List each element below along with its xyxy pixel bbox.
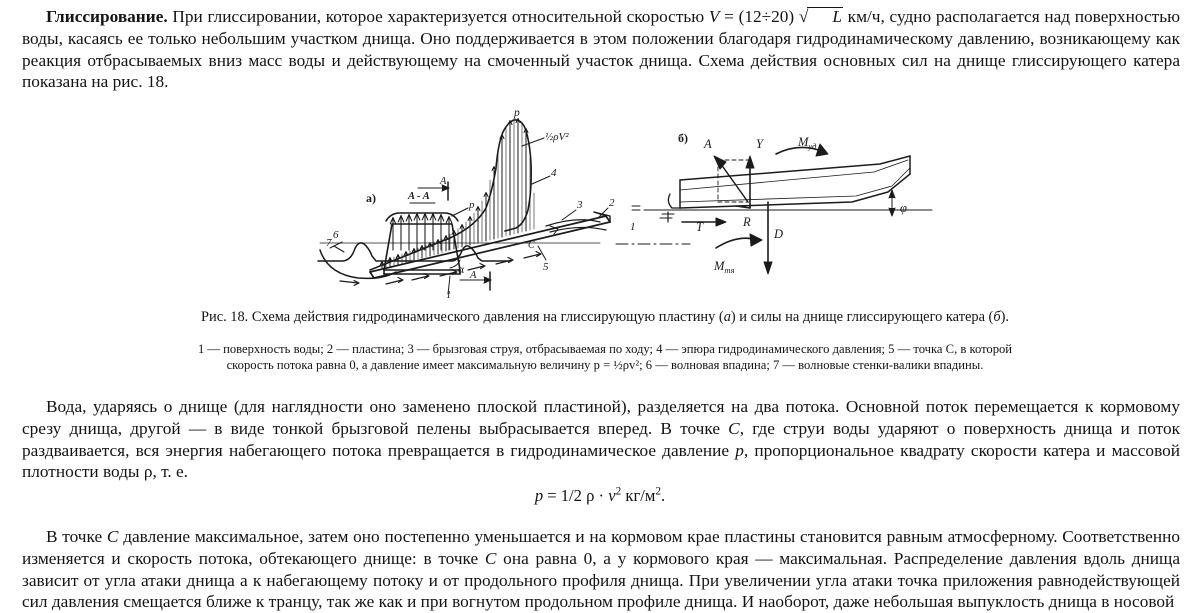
label-force-r: R [743, 215, 751, 229]
label-force-t: T [696, 220, 703, 234]
intro-text-a: При глиссировании, которое характеризуется относительной скоростью [167, 7, 709, 26]
label-p-peak: p [514, 107, 520, 119]
point-c-ref-3: C [484, 548, 497, 568]
formula-equals: = 1/2 ρ · [543, 486, 609, 505]
water-text-c: , пропорциональное квадрату скорости катера и массовой плотности воды ρ, т. е. [22, 440, 1181, 482]
figure-caption [120, 308, 1090, 326]
figure-caption-mid: ) и силы на днище глиссирующего катера ( [730, 309, 994, 325]
figure-18 [300, 98, 940, 298]
figure-legend-line-1: 1 — поверхность воды; 2 — пластина; 3 — брызговая струя, отбрасываемая по ходу; 4 — эпюра гидродинамического давления; 5 — точка C, в которой [197, 342, 1013, 356]
water-text-b: , где струи воды ударяют о поверхность днища и поток раздваивается, вся энергия набегающего потока превращается в гидродинамическое давление [22, 418, 1180, 460]
point-c-ref-1: C [728, 418, 740, 438]
label-alpha: α [458, 264, 465, 276]
label-3: 3 [577, 199, 583, 211]
figure-caption-end: ). [1000, 309, 1009, 325]
formula-units: кг/м [621, 486, 656, 505]
intro-formula-eq: = (12÷20) [719, 7, 799, 26]
label-5: 5 [543, 261, 549, 273]
label-force-y: Y [756, 137, 763, 151]
formula-pressure [0, 486, 1200, 506]
formula-var-v: v [608, 486, 616, 505]
figure-caption-text: Схема действия гидродинамического давления на глиссирующую пластину ( [248, 309, 724, 325]
label-panel-a: а) [366, 191, 376, 205]
label-6: 6 [333, 229, 339, 241]
var-v: V [708, 7, 720, 26]
label-4: 4 [551, 167, 557, 179]
term-glissirovanie: Глиссирование. [46, 7, 168, 26]
figure-caption-ref-a: а [723, 309, 731, 325]
label-1-bottom: 1 [446, 290, 452, 298]
figure-legend [130, 342, 1080, 373]
intro-text-b: км/ч, судно располагается над поверхностью воды, касаясь ее только небольшим участком днища. Оно поддерживается в этом положении благодаря гидродинамическому давлению, возникающему как реакция отбрасываемых вниз масс воды и действующему на смоченный участок днища. Схема действия основных сил на днище глиссирующего катера показана на рис. 18. [22, 7, 1180, 92]
label-moment-tya: $M_{тя}$ [714, 259, 735, 275]
final-text-b: давление максимальное, затем оно постепенно уменьшается и на кормовом крае пластины становится равным атмосферному. Соответственно изменяется и скорость потока, обтекающего днище: в точке [22, 527, 1180, 568]
label-section-a-bottom: A [470, 270, 477, 281]
var-p-ref: p [735, 440, 744, 460]
label-moment-ud: $M_{уд}$ [798, 135, 817, 151]
radical-icon: √ [798, 7, 809, 26]
paragraph-pressure-distribution [22, 526, 1180, 613]
label-angle-phi: φ [900, 201, 907, 215]
figure-number: Рис. 18. [201, 309, 249, 325]
formula-v-exponent: 2 [615, 485, 622, 498]
label-force-d: D [774, 227, 784, 241]
paragraph-water-impact [22, 396, 1180, 483]
final-text-a: В точке [46, 527, 107, 546]
formula-units-exponent: 2 [655, 485, 662, 498]
formula-period: . [661, 486, 666, 505]
paragraph-intro [22, 6, 1180, 93]
label-point-c: C [528, 240, 535, 251]
figure-legend-line-2: скорость потока равна 0, а давление имеет максимальную величину p = ½ρv²; 6 — волновая впадина; 7 — волновые стенки-валики впадины. [226, 357, 984, 372]
label-section-a-top: A [440, 176, 447, 187]
water-text-a: Вода, ударяясь о днище (для наглядности оно заменено плоской пластиной), разделяется на два потока. Основной поток перемещается к кормовому срезу днища, другой — в виде тонкой брызговой пелены выбрасывается вперед. В точке [22, 397, 1180, 438]
label-force-a: A [704, 137, 712, 151]
final-text-d: она равна 0, а у кормового края — максимальная. Распределение давления вдоль днища зависит от угла атаки днища а к набегающему потоку и от продольного профиля днища. При увеличении угла атаки точка приложения равнодействующей сил давления смещается ближе к транцу, так же как и при вогнутом продольном профиле днища. И наоборот, даже небольшая выпуклость днища в носовой [22, 548, 1180, 612]
point-c-ref-2: C [106, 527, 119, 546]
figure-caption-ref-b: б [993, 309, 1001, 325]
label-panel-b: б) [678, 131, 688, 145]
formula-var-p: p [534, 486, 544, 505]
label-1: 1 [630, 221, 636, 233]
label-section-a-a: A - A [408, 191, 430, 202]
label-pressure-formula: ½ρV² [545, 131, 569, 143]
panel-b-force-diagram [632, 144, 932, 274]
label-2: 2 [609, 197, 615, 209]
var-l: L [807, 7, 843, 25]
label-7-inset: 7 [326, 237, 332, 249]
panel-a-section-inset [318, 203, 510, 274]
label-p-inset: p [469, 199, 475, 211]
